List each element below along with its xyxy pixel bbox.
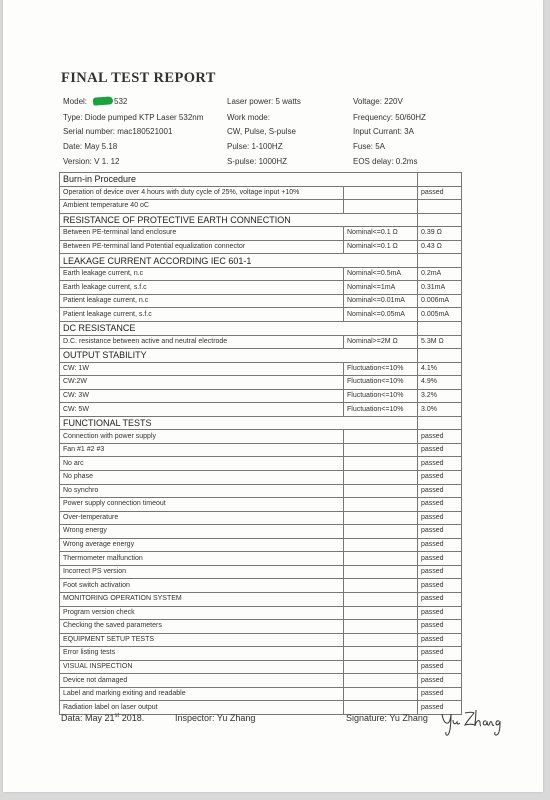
header-date: Date: May 5.18	[63, 142, 118, 151]
result-cell: passed	[418, 687, 462, 701]
test-name-cell: EQUIPMENT SETUP TESTS	[60, 633, 344, 647]
spec-cell: Nominal<=0.1 Ω	[344, 240, 418, 254]
section-spacer	[344, 213, 418, 227]
spec-cell	[344, 471, 418, 485]
test-name-cell: Radiation label on laser output	[60, 701, 344, 715]
table-row	[60, 525, 462, 539]
table-row	[60, 471, 462, 485]
result-cell: 3.0%	[418, 403, 462, 417]
test-name-cell: Earth leakage current, n.c	[60, 267, 344, 281]
spec-cell	[344, 633, 418, 647]
header-model	[63, 97, 127, 106]
section-spacer	[418, 213, 462, 227]
table-row	[60, 674, 462, 688]
section-heading: Burn-in Procedure	[60, 173, 344, 187]
table-row	[60, 552, 462, 566]
test-name-cell: Ambient temperature 40 oC	[60, 200, 344, 214]
test-name-cell: Patient leakage current, n.c	[60, 294, 344, 308]
result-cell: passed	[418, 660, 462, 674]
test-name-cell: MONITORING OPERATION SYSTEM	[60, 592, 344, 606]
section-row	[60, 213, 462, 227]
spec-cell	[344, 457, 418, 471]
result-cell: passed	[418, 647, 462, 661]
header-spulse: S-pulse: 1000HZ	[227, 157, 288, 166]
section-row	[60, 254, 462, 268]
test-name-cell: Program version check	[60, 606, 344, 620]
result-cell: 4.1%	[418, 362, 462, 376]
result-cell: 0.43 Ω	[418, 240, 462, 254]
result-cell: passed	[418, 430, 462, 444]
footer-date	[61, 713, 144, 723]
result-cell: 0.39 Ω	[418, 227, 462, 241]
table-row	[60, 376, 462, 390]
table-row	[60, 484, 462, 498]
footer-signature: Signature: Yu Zhang	[346, 713, 428, 723]
result-cell: passed	[418, 484, 462, 498]
table-row	[60, 498, 462, 512]
section-row	[60, 349, 462, 363]
section-spacer	[344, 349, 418, 363]
test-name-cell: No arc	[60, 457, 344, 471]
result-cell	[418, 200, 462, 214]
result-cell: passed	[418, 565, 462, 579]
footer-date-year: 2018.	[119, 713, 145, 723]
header-pulse: Pulse: 1-100HZ	[227, 142, 283, 151]
spec-cell: Nominal<=0.01mA	[344, 294, 418, 308]
test-name-cell: CW: 3W	[60, 389, 344, 403]
table-row	[60, 620, 462, 634]
section-heading: OUTPUT STABILITY	[60, 349, 344, 363]
test-name-cell: Between PE-terminal land Potential equalization connector	[60, 240, 344, 254]
test-name-cell: Thermometer malfunction	[60, 552, 344, 566]
header-modes: CW, Pulse, S-pulse	[227, 127, 296, 136]
spec-cell: Nominal<=0.1 Ω	[344, 227, 418, 241]
spec-cell: Fluctuation<=10%	[344, 376, 418, 390]
header-type: Type: Diode pumped KTP Laser 532nm	[63, 113, 204, 122]
test-name-cell: Incorrect PS version	[60, 565, 344, 579]
model-value: 532	[114, 97, 128, 106]
spec-cell	[344, 674, 418, 688]
section-spacer	[344, 254, 418, 268]
footer-date-text: Data: May 21	[61, 713, 115, 723]
spec-cell: Nominal<=0.05mA	[344, 308, 418, 322]
table-row	[60, 294, 462, 308]
table-row	[60, 362, 462, 376]
test-name-cell: CW: 5W	[60, 403, 344, 417]
test-name-cell: Operation of device over 4 hours with duty cycle of 25%, voltage input +10%	[60, 186, 344, 200]
table-row	[60, 457, 462, 471]
table-row	[60, 538, 462, 552]
section-spacer	[418, 173, 462, 187]
spec-cell	[344, 443, 418, 457]
result-cell: passed	[418, 443, 462, 457]
handwritten-signature	[439, 706, 503, 738]
table-row	[60, 335, 462, 349]
result-cell: passed	[418, 606, 462, 620]
report-page	[3, 0, 543, 792]
spec-cell	[344, 525, 418, 539]
result-cell: passed	[418, 498, 462, 512]
header-laser-power: Laser power: 5 watts	[227, 97, 301, 106]
test-name-cell: No phase	[60, 471, 344, 485]
result-cell: passed	[418, 457, 462, 471]
table-row	[60, 389, 462, 403]
section-heading: DC RESISTANCE	[60, 322, 344, 336]
table-row	[60, 592, 462, 606]
table-row	[60, 227, 462, 241]
table-row	[60, 430, 462, 444]
spec-cell	[344, 538, 418, 552]
test-name-cell: Between PE-terminal land enclosure	[60, 227, 344, 241]
test-name-cell: CW:2W	[60, 376, 344, 390]
spec-cell: Fluctuation<=10%	[344, 403, 418, 417]
footer-inspector: Inspector: Yu Zhang	[175, 713, 256, 723]
test-name-cell: Fan #1 #2 #3	[60, 443, 344, 457]
table-row	[60, 633, 462, 647]
spec-cell	[344, 552, 418, 566]
spec-cell	[344, 592, 418, 606]
test-name-cell: Error listing tests	[60, 647, 344, 661]
table-row	[60, 281, 462, 295]
table-row	[60, 565, 462, 579]
result-cell: passed	[418, 674, 462, 688]
result-cell: passed	[418, 620, 462, 634]
section-row	[60, 173, 462, 187]
spec-cell	[344, 498, 418, 512]
result-cell: passed	[418, 186, 462, 200]
table-row	[60, 660, 462, 674]
section-spacer	[344, 416, 418, 430]
table-row	[60, 647, 462, 661]
test-name-cell: Wrong energy	[60, 525, 344, 539]
result-cell: 0.2mA	[418, 267, 462, 281]
header-serial: Serial number: mac180521001	[63, 127, 173, 136]
test-name-cell: Checking the saved parameters	[60, 620, 344, 634]
result-cell: passed	[418, 552, 462, 566]
spec-cell: Fluctuation<=10%	[344, 362, 418, 376]
table-row	[60, 579, 462, 593]
test-name-cell: Wrong average energy	[60, 538, 344, 552]
result-cell: passed	[418, 633, 462, 647]
table-row	[60, 606, 462, 620]
result-cell: passed	[418, 579, 462, 593]
header-fuse: Fuse: 5A	[353, 142, 386, 151]
result-cell: passed	[418, 592, 462, 606]
spec-cell	[344, 484, 418, 498]
test-name-cell: Earth leakage current, s.f.c	[60, 281, 344, 295]
report-title: FINAL TEST REPORT	[61, 70, 216, 86]
section-spacer	[418, 349, 462, 363]
header-frequency: Frequency: 50/60HZ	[353, 113, 426, 122]
header-voltage: Voltage: 220V	[353, 97, 403, 106]
test-name-cell: Over-temperature	[60, 511, 344, 525]
spec-cell	[344, 606, 418, 620]
section-row	[60, 416, 462, 430]
test-name-cell: VISUAL INSPECTION	[60, 660, 344, 674]
result-cell: passed	[418, 471, 462, 485]
section-heading: LEAKAGE CURRENT ACCORDING IEC 601-1	[60, 254, 344, 268]
header-work-mode: Work mode:	[227, 113, 270, 122]
test-name-cell: Patient leakage current, s.f.c	[60, 308, 344, 322]
result-cell: 4.9%	[418, 376, 462, 390]
table-row	[60, 687, 462, 701]
spec-cell: Nominal<=0.5mA	[344, 267, 418, 281]
section-spacer	[418, 254, 462, 268]
spec-cell	[344, 200, 418, 214]
test-name-cell: Connection with power supply	[60, 430, 344, 444]
section-spacer	[344, 322, 418, 336]
test-name-cell: Device not damaged	[60, 674, 344, 688]
result-cell: 0.31mA	[418, 281, 462, 295]
test-name-cell: Power supply connection timeout	[60, 498, 344, 512]
footer-date-sup: st	[114, 713, 120, 719]
table-row	[60, 443, 462, 457]
section-heading: RESISTANCE OF PROTECTIVE EARTH CONNECTION	[60, 213, 344, 227]
result-cell: passed	[418, 538, 462, 552]
test-results-table	[59, 172, 462, 715]
table-row	[60, 267, 462, 281]
header-version: Version: V 1. 12	[63, 157, 120, 166]
redaction-mark	[93, 96, 114, 105]
spec-cell: Nominal<=1mA	[344, 281, 418, 295]
spec-cell	[344, 647, 418, 661]
result-cell: passed	[418, 511, 462, 525]
result-cell: 3.2%	[418, 389, 462, 403]
spec-cell	[344, 620, 418, 634]
test-name-cell: Label and marking exiting and readable	[60, 687, 344, 701]
result-cell: 5.3M Ω	[418, 335, 462, 349]
table-row	[60, 200, 462, 214]
result-cell: 0.005mA	[418, 308, 462, 322]
spec-cell	[344, 186, 418, 200]
section-spacer	[344, 173, 418, 187]
table-row	[60, 240, 462, 254]
table-row	[60, 186, 462, 200]
section-heading: FUNCTIONAL TESTS	[60, 416, 344, 430]
test-name-cell: Foot switch activation	[60, 579, 344, 593]
model-label: Model:	[63, 97, 88, 106]
section-row	[60, 322, 462, 336]
test-name-cell: No synchro	[60, 484, 344, 498]
spec-cell	[344, 430, 418, 444]
header-eos-delay: EOS delay: 0.2ms	[353, 157, 418, 166]
header-input-current: Input Currant: 3A	[353, 127, 414, 136]
section-spacer	[418, 322, 462, 336]
result-cell: passed	[418, 525, 462, 539]
spec-cell	[344, 511, 418, 525]
spec-cell	[344, 687, 418, 701]
section-spacer	[418, 416, 462, 430]
test-name-cell: CW: 1W	[60, 362, 344, 376]
spec-cell	[344, 660, 418, 674]
test-name-cell: D.C. resistance between active and neutral electrode	[60, 335, 344, 349]
result-cell: passed	[418, 701, 462, 715]
table-row	[60, 308, 462, 322]
spec-cell	[344, 579, 418, 593]
spec-cell	[344, 565, 418, 579]
spec-cell: Fluctuation<=10%	[344, 389, 418, 403]
spec-cell: Nominal>=2M Ω	[344, 335, 418, 349]
table-row	[60, 403, 462, 417]
result-cell: 0.006mA	[418, 294, 462, 308]
table-row	[60, 511, 462, 525]
